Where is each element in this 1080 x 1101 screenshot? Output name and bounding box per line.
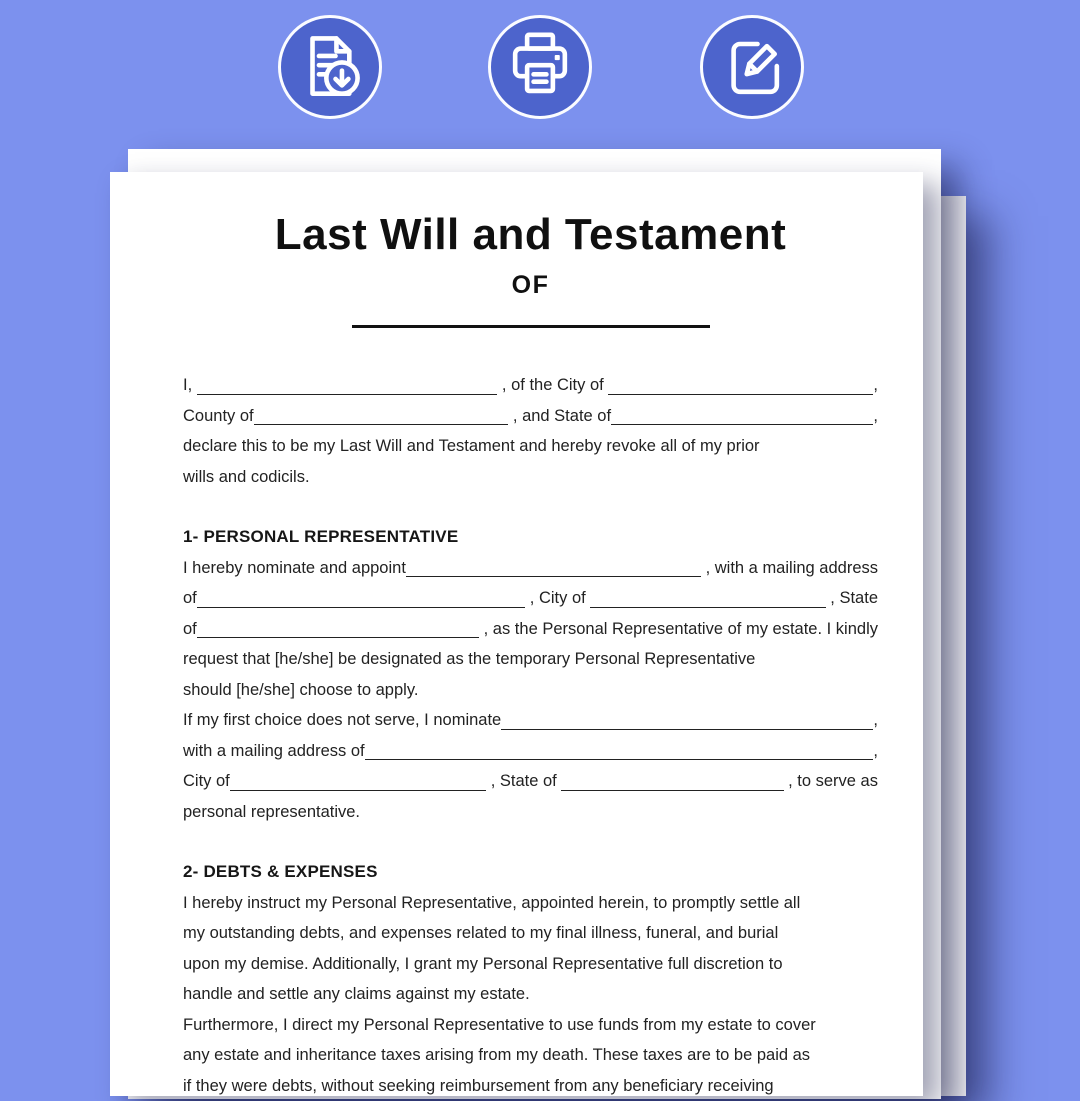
text-run: declare this to be my Last Will and Testament and hereby revoke all of my prior <box>183 437 760 456</box>
text-run: , and State of <box>508 406 612 425</box>
form-line <box>183 736 878 767</box>
text-run: any estate and inheritance taxes arising from my death. These taxes are to be paid as <box>183 1046 811 1065</box>
text-run: , State of <box>486 772 562 791</box>
text-run: , City of <box>525 589 591 608</box>
text-run: , <box>873 711 878 730</box>
form-line <box>183 401 878 432</box>
document-subtitle: OF <box>511 270 550 299</box>
form-line <box>183 979 878 1010</box>
fill-in-blank <box>608 394 873 395</box>
fill-in-blank <box>197 637 479 638</box>
edit-icon <box>706 21 798 113</box>
form-line <box>183 1071 878 1101</box>
text-run: request that [he/she] be designated as the temporary Personal Representative <box>183 650 756 669</box>
fill-in-blank <box>197 394 498 395</box>
fill-in-blank <box>561 790 783 791</box>
text-run: , <box>873 376 878 395</box>
text-run: , State <box>825 589 878 608</box>
will-document-page <box>110 172 923 1096</box>
form-line <box>183 888 878 919</box>
fill-in-blank <box>590 607 825 608</box>
text-run: City of <box>183 772 230 791</box>
fill-in-blank <box>197 607 525 608</box>
text-run: my outstanding debts, and expenses related to my final illness, funeral, and burial <box>183 924 779 943</box>
document-title: Last Will and Testament <box>274 210 787 259</box>
page-content <box>110 172 923 1101</box>
text-run: , <box>873 406 878 425</box>
printer-icon <box>494 21 586 113</box>
form-line <box>183 1010 878 1041</box>
text-run: , <box>873 741 878 760</box>
text-run: I hereby nominate and appoint <box>183 558 406 577</box>
fill-in-blank <box>365 759 874 760</box>
text-run: wills and codicils. <box>183 467 310 486</box>
section-heading: 2- DEBTS & EXPENSES <box>183 862 378 882</box>
section-heading: 1- PERSONAL REPRESENTATIVE <box>183 527 459 547</box>
text-run: I hereby instruct my Personal Representative, appointed herein, to promptly settle all <box>183 893 801 912</box>
text-run: County of <box>183 406 254 425</box>
download-button[interactable] <box>278 15 382 119</box>
form-line <box>183 614 878 645</box>
text-run: , to serve as <box>783 772 878 791</box>
form-line <box>183 766 878 797</box>
form-line <box>183 705 878 736</box>
text-run: Furthermore, I direct my Personal Representative to use funds from my estate to cover <box>183 1015 816 1034</box>
text-run: of <box>183 619 197 638</box>
edit-button[interactable] <box>700 15 804 119</box>
form-line <box>183 644 878 675</box>
form-line <box>183 370 878 401</box>
text-run: if they were debts, without seeking reimbursement from any beneficiary receiving <box>183 1076 774 1095</box>
text-run: I, <box>183 376 197 395</box>
form-line <box>183 583 878 614</box>
form-line <box>183 462 878 493</box>
fill-in-blank <box>254 424 509 425</box>
text-run: with a mailing address of <box>183 741 365 760</box>
fill-in-blank <box>611 424 873 425</box>
text-run: personal representative. <box>183 802 361 821</box>
print-button[interactable] <box>488 15 592 119</box>
text-run: If my first choice does not serve, I nominate <box>183 711 502 730</box>
document-body <box>183 370 878 1101</box>
text-run: should [he/she] choose to apply. <box>183 680 419 699</box>
fill-in-blank <box>230 790 486 791</box>
text-run: , as the Personal Representative of my estate. I kindly <box>479 619 878 638</box>
text-run: upon my demise. Additionally, I grant my Personal Representative full discretion to <box>183 954 783 973</box>
text-run: , with a mailing address <box>701 558 878 577</box>
form-line <box>183 431 878 462</box>
form-line <box>183 918 878 949</box>
text-run: , of the City of <box>497 376 609 395</box>
document-download-icon <box>284 21 376 113</box>
testator-name-blank <box>352 325 710 328</box>
form-line <box>183 553 878 584</box>
fill-in-blank <box>501 729 873 730</box>
form-line <box>183 1040 878 1071</box>
text-run: of <box>183 589 197 608</box>
form-line <box>183 797 878 828</box>
text-run: handle and settle any claims against my estate. <box>183 985 530 1004</box>
fill-in-blank <box>406 576 701 577</box>
form-line <box>183 949 878 980</box>
form-line <box>183 675 878 706</box>
